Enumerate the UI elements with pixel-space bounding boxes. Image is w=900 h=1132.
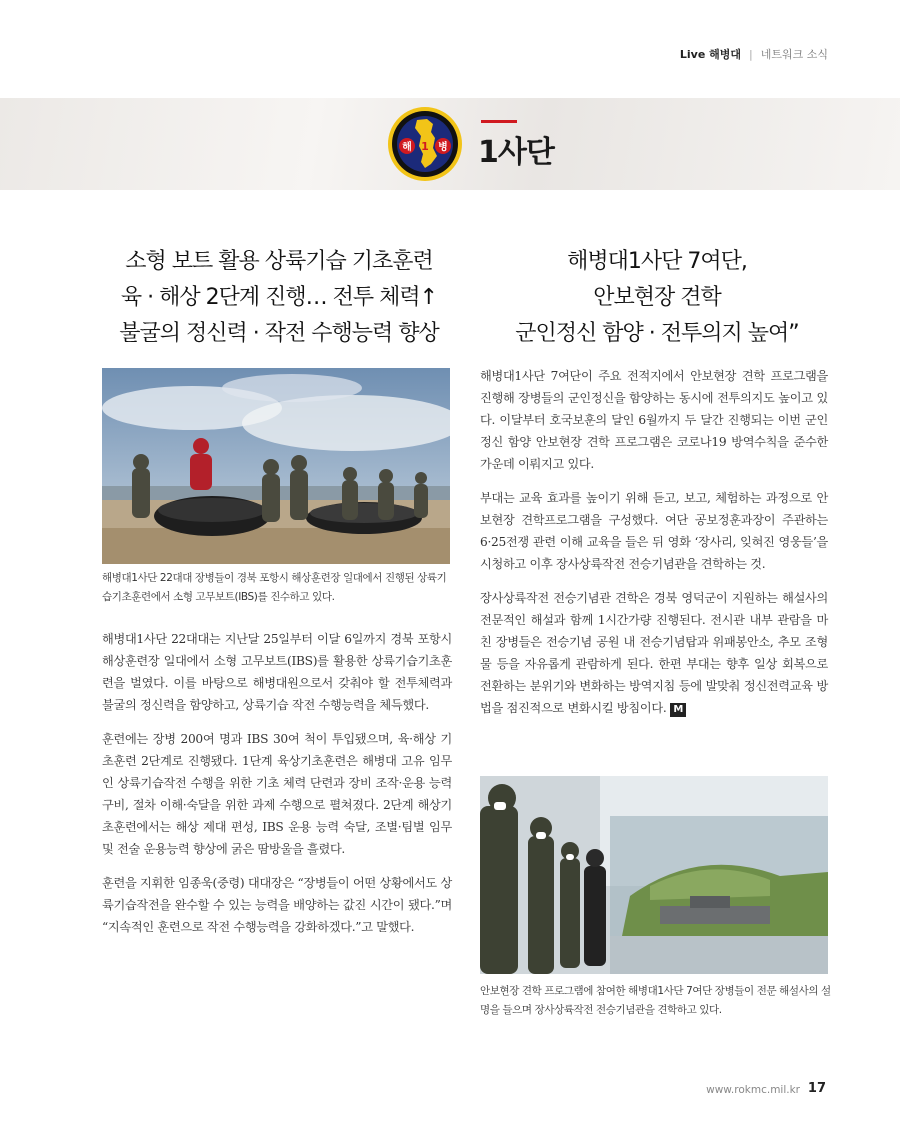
nav-live-label[interactable]: Live 해병대 xyxy=(679,48,742,61)
left-paragraph: 훈련을 지휘한 임종욱(중령) 대대장은 “장병들이 어떤 상황에서도 상륙기습작전을 완수할 수 있는 능력을 배양하는 값진 시간이 됐다.”며 “지속적인 훈련으로 작전 수행능력을 강화하겠다.”고 말했다. xyxy=(102,876,452,934)
right-article-body xyxy=(480,365,828,731)
left-paragraph: 해병대1사단 22대대는 지난달 25일부터 이달 6일까지 경북 포항시 해상훈련장 일대에서 소형 고무보트(IBS)를 활용한 상륙기습기초훈련을 벌였다. 이를 바탕으로 해병대원으로서 갖춰야 할 전투체력과 불굴의 정신력을 함양하고, 상륙기습 작전 수행능력을 체득했다. xyxy=(102,632,452,712)
left-article-body xyxy=(102,628,452,950)
article-end-mark-icon: M xyxy=(670,703,686,717)
title-accent-line xyxy=(481,120,517,123)
right-paragraph: 해병대1사단 7여단이 주요 전적지에서 안보현장 견학 프로그램을 진행해 장병들의 군인정신을 함양하는 동시에 전투의지도 높이고 있다. 이달부터 호국보훈의 달인 6월까지 두 달간 진행되는 이번 군인정신 함양 안보현장 견학 프로그램은 코로나19 방역수칙을 준수한 가운데 이뤄지고 있다. xyxy=(480,369,828,471)
right-headline-line: 안보현장 견학 xyxy=(593,285,721,310)
nav-separator: | xyxy=(749,48,753,61)
left-headline-line: 불굴의 정신력 · 작전 수행능력 향상 xyxy=(119,321,439,346)
memorial-visit-photo xyxy=(480,776,828,974)
right-paragraph xyxy=(480,587,828,719)
page-number: 17 xyxy=(807,1081,826,1096)
left-headline xyxy=(96,244,462,352)
right-headline xyxy=(474,244,840,352)
emblem-number: 1 xyxy=(421,140,429,153)
right-headline-line: 해병대1사단 7여단, xyxy=(567,249,747,274)
right-paragraph-text: 장사상륙작전 전승기념관 견학은 경북 영덕군이 지원하는 해설사의 전문적인 해설과 함께 1시간가량 진행된다. 전시관 내부 관람을 마친 장병들은 전승기념 공원 내 전승기념탑과 위패봉안소, 추모 조형물 등을 자유롭게 관람하게 된다. 한편 부대는 향후 일상 회복으로 전환하는 분위기와 변화하는 방역지침 등에 발맞춰 정신전력교육 방법을 점진적으로 변화시킬 방침이다. xyxy=(480,591,828,715)
left-paragraph: 훈련에는 장병 200여 명과 IBS 30여 척이 투입됐으며, 육·해상 기초훈련 2단계로 진행됐다. 1단계 육상기초훈련은 해병대 고유 임무인 상륙기습작전 수행을 위한 기초 체력 단련과 장비 조작·운용 능력 구비, 절차 이해·숙달을 위한 과제 수행으로 펼쳐졌다. 2단계 해상기초훈련에서는 해상 제대 편성, IBS 운용 능력 숙달, 조별·팀별 임무 및 전술 운용능력 향상에 굵은 땀방울을 흘렸다. xyxy=(102,732,452,856)
emblem-right-char: 병 xyxy=(438,142,448,153)
ibs-training-photo xyxy=(102,368,450,564)
division-emblem-icon xyxy=(387,106,463,182)
emblem-left-char: 해 xyxy=(402,142,412,153)
left-headline-line: 육 · 해상 2단계 진행… 전투 체력↑ xyxy=(120,285,438,310)
right-paragraph: 부대는 교육 효과를 높이기 위해 듣고, 보고, 체험하는 과정으로 안보현장 견학프로그램을 구성했다. 여단 공보정훈과장이 주관하는 6·25전쟁 관련 이해 교육을 들은 뒤 영화 ‘장사리, 잊혀진 영웅들’을 시청하고 이후 장사상륙작전 전승기념관을 견학하는 것. xyxy=(480,491,828,571)
right-photo-caption: 안보현장 견학 프로그램에 참여한 해병대1사단 7여단 장병들이 전문 해설사의 설명을 들으며 장사상륙작전 전승기념관을 견학하고 있다. xyxy=(480,985,831,1016)
section-title: 1사단 xyxy=(478,135,554,170)
top-nav xyxy=(680,46,828,62)
left-headline-line: 소형 보트 활용 상륙기습 기초훈련 xyxy=(125,249,433,274)
nav-section-label[interactable]: 네트워크 소식 xyxy=(760,48,828,61)
right-headline-line: 군인정신 함양 · 전투의지 높여” xyxy=(515,321,799,346)
left-photo-caption: 해병대1사단 22대대 장병들이 경북 포항시 해상훈련장 일대에서 진행된 상륙기습기초훈련에서 소형 고무보트(IBS)를 진수하고 있다. xyxy=(102,572,447,603)
footer-url[interactable]: www.rokmc.mil.kr xyxy=(706,1084,800,1096)
